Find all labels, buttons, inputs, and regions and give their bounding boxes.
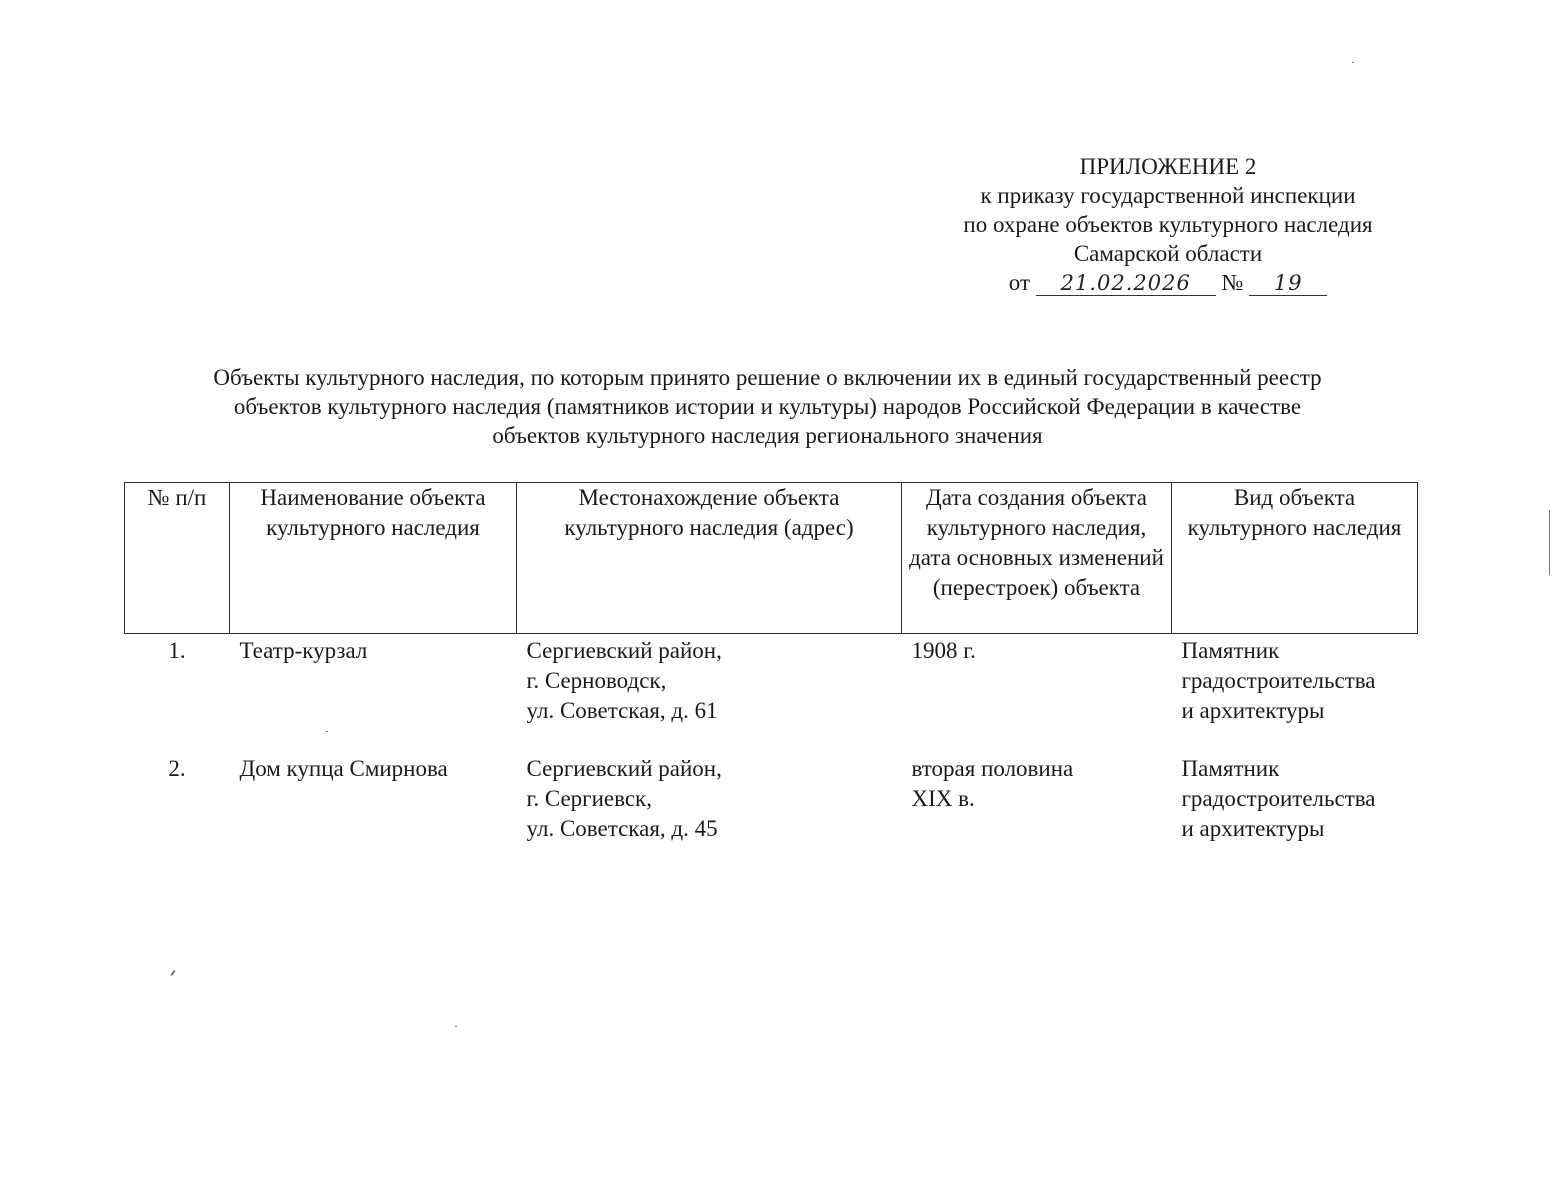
- from-label: от: [1008, 270, 1031, 295]
- appendix-line-3: Самарской области: [1073, 241, 1263, 266]
- type-line: градостроительства: [1181, 786, 1376, 811]
- scan-speck: [170, 970, 175, 976]
- scan-edge-mark: [1549, 510, 1550, 575]
- document-title-line-1: Объекты культурного наследия, по которым принято решение о включении их в единый государственный реестр: [213, 365, 1322, 390]
- row-date: [902, 634, 1172, 755]
- scan-speck: [326, 731, 328, 732]
- scan-speck: [1352, 62, 1354, 63]
- appendix-line-2: по охране объектов культурного наследия: [963, 212, 1373, 237]
- address-line: Сергиевский район,: [526, 756, 722, 781]
- appendix-block: [918, 152, 1418, 297]
- order-date-number-line: [918, 268, 1418, 297]
- appendix-title: ПРИЛОЖЕНИЕ 2: [1079, 154, 1257, 179]
- address-line: г. Сергиевск,: [526, 786, 652, 811]
- header-name: Наименование объекта культурного наследия: [230, 483, 517, 634]
- document-title-line-3: объектов культурного наследия регионального значения: [492, 423, 1043, 448]
- address-line: Сергиевский район,: [526, 638, 722, 663]
- address-line: ул. Советская, д. 61: [526, 698, 718, 723]
- header-address: Местонахождение объекта культурного наследия (адрес): [517, 483, 902, 634]
- type-line: и архитектуры: [1181, 816, 1325, 841]
- scan-speck: [455, 1026, 457, 1027]
- type-line: Памятник: [1181, 756, 1280, 781]
- order-number-handwritten: 19: [1249, 271, 1327, 296]
- row-number: 1.: [168, 638, 186, 663]
- date-line: XIX в.: [911, 786, 975, 811]
- row-type: [1172, 634, 1418, 755]
- row-name: Театр-курзал: [239, 638, 368, 663]
- row-type: [1172, 754, 1418, 874]
- address-line: г. Серноводск,: [526, 668, 667, 693]
- header-number: № п/п: [125, 483, 230, 634]
- heritage-objects-table: [124, 482, 1418, 874]
- table-header-row: [125, 483, 1418, 634]
- row-date: [902, 754, 1172, 874]
- appendix-line-1: к приказу государственной инспекции: [980, 183, 1356, 208]
- header-date: Дата создания объекта культурного наследия, дата основных изменений (перестроек) объекта: [902, 483, 1172, 634]
- date-line: 1908 г.: [911, 638, 976, 663]
- document-title-line-2: объектов культурного наследия (памятников истории и культуры) народов Российской Федерации в качестве: [233, 394, 1302, 419]
- type-line: градостроительства: [1181, 668, 1376, 693]
- row-address: [517, 634, 902, 755]
- address-line: ул. Советская, д. 45: [526, 816, 718, 841]
- table-row: [125, 634, 1418, 755]
- row-name: Дом купца Смирнова: [239, 756, 448, 781]
- table-row: [125, 754, 1418, 874]
- number-label: №: [1221, 270, 1244, 295]
- type-line: и архитектуры: [1181, 698, 1325, 723]
- type-line: Памятник: [1181, 638, 1280, 663]
- document-title: [110, 363, 1425, 450]
- order-date-handwritten: 21.02.2026: [1036, 271, 1216, 296]
- date-line: вторая половина: [911, 756, 1074, 781]
- header-type: Вид объекта культурного наследия: [1172, 483, 1418, 634]
- row-number: 2.: [168, 756, 186, 781]
- row-address: [517, 754, 902, 874]
